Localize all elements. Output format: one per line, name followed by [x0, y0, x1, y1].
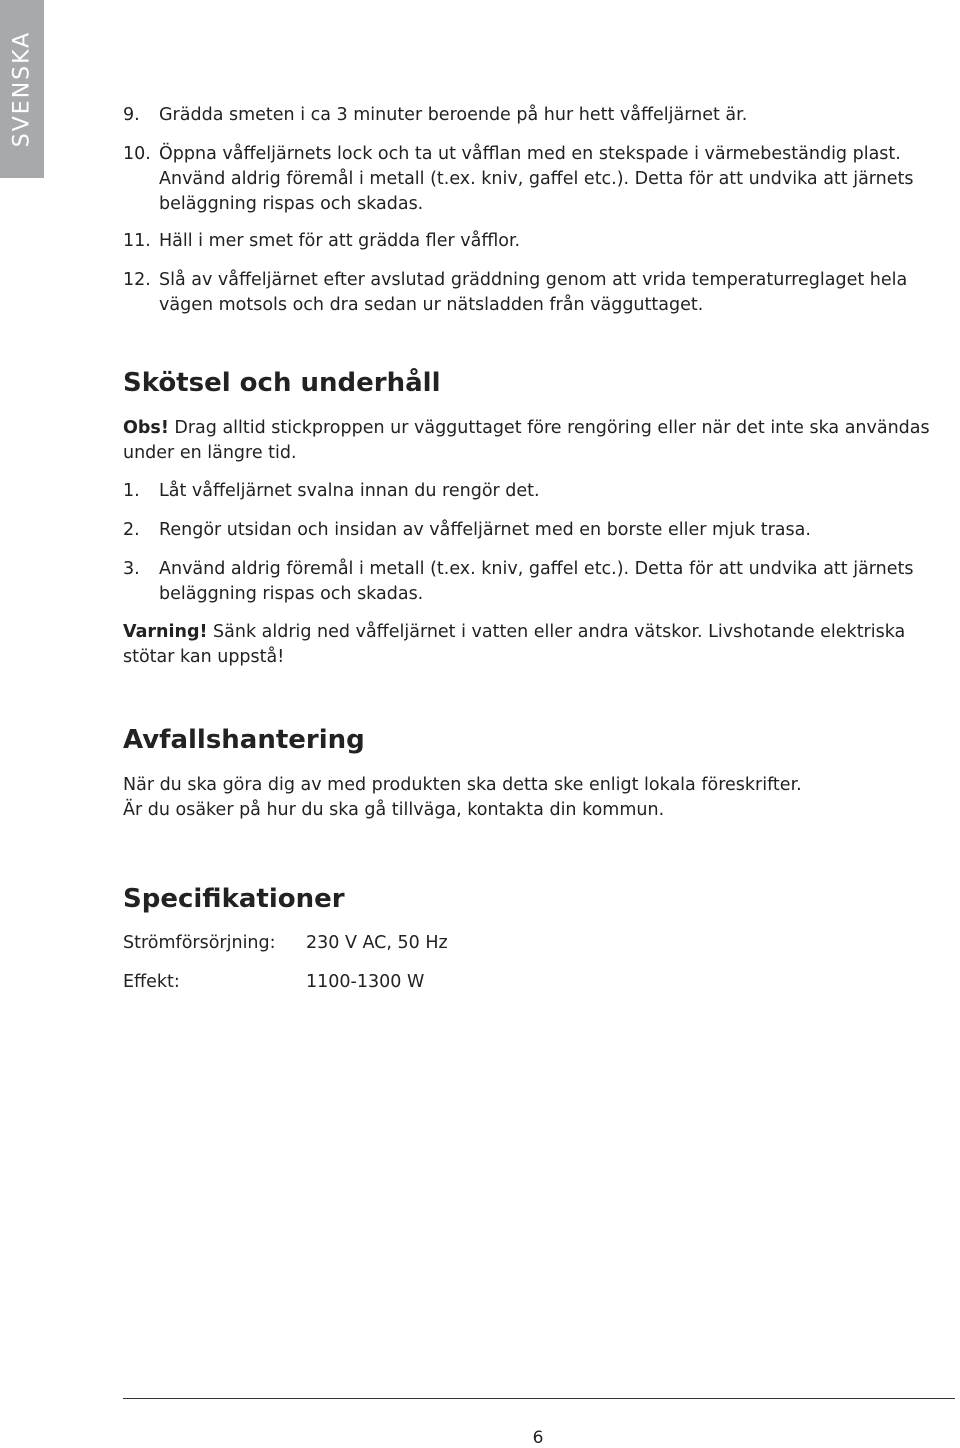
waste-line-2: Är du osäker på hur du ska gå tillväga, kontakta din kommun.	[123, 800, 665, 820]
footer-divider	[123, 1398, 955, 1399]
language-tab-label: SVENSKA	[9, 30, 35, 148]
care-warning	[123, 620, 943, 670]
specs-heading: Specifikationer	[123, 884, 345, 914]
spec-value: 1100-1300 W	[306, 972, 425, 992]
list-item	[123, 142, 955, 217]
spec-label: Effekt:	[123, 972, 180, 992]
spec-label: Strömförsörjning:	[123, 933, 276, 953]
waste-line-1: När du ska göra dig av med produkten ska detta ske enligt lokala föreskrifter.	[123, 775, 802, 795]
list-item	[123, 518, 955, 543]
step-text: Slå av våffeljärnet efter avslutad gräddning genom att vrida temperaturreglaget hela vägen motsols och dra sedan ur nätsladden från vägguttaget.	[159, 270, 908, 315]
language-tab	[0, 0, 44, 178]
waste-text	[123, 773, 943, 823]
list-item	[123, 557, 955, 607]
step-number: 12.	[123, 270, 151, 290]
list-item	[123, 103, 955, 128]
spec-value: 230 V AC, 50 Hz	[306, 933, 448, 953]
care-note	[123, 416, 943, 466]
step-text: Låt våffeljärnet svalna innan du rengör det.	[159, 481, 540, 501]
step-number: 2.	[123, 520, 140, 540]
step-number: 1.	[123, 481, 140, 501]
waste-heading: Avfallshantering	[123, 725, 365, 755]
step-text: Använd aldrig föremål i metall (t.ex. kniv, gaffel etc.). Detta för att undvika att järnets beläggning rispas och skadas.	[159, 559, 914, 604]
list-item	[123, 479, 955, 504]
care-heading: Skötsel och underhåll	[123, 368, 441, 398]
step-text: Häll i mer smet för att grädda fler våfflor.	[159, 231, 521, 251]
page-number: 6	[532, 1428, 544, 1448]
warning-text: Sänk aldrig ned våffeljärnet i vatten eller andra vätskor. Livshotande elektriska stötar kan uppstå!	[123, 622, 906, 667]
step-text: Grädda smeten i ca 3 minuter beroende på hur hett våffeljärnet är.	[159, 105, 748, 125]
step-text: Rengör utsidan och insidan av våffeljärnet med en borste eller mjuk trasa.	[159, 520, 811, 540]
step-number: 3.	[123, 559, 140, 579]
step-number: 9.	[123, 105, 140, 125]
warning-label: Varning!	[123, 622, 208, 642]
step-text: Öppna våffeljärnets lock och ta ut våfflan med en stekspade i värmebeständig plast. Använd aldrig föremål i metall (t.ex. kniv, gaffel etc.). Detta för att undvika att järnets beläggning rispas och skadas.	[159, 144, 914, 214]
step-number: 11.	[123, 231, 151, 251]
step-number: 10.	[123, 144, 151, 164]
list-item	[123, 268, 955, 318]
note-label: Obs!	[123, 418, 169, 438]
note-text: Drag alltid stickproppen ur vägguttaget före rengöring eller när det inte ska användas under en längre tid.	[123, 418, 930, 463]
list-item	[123, 229, 955, 254]
